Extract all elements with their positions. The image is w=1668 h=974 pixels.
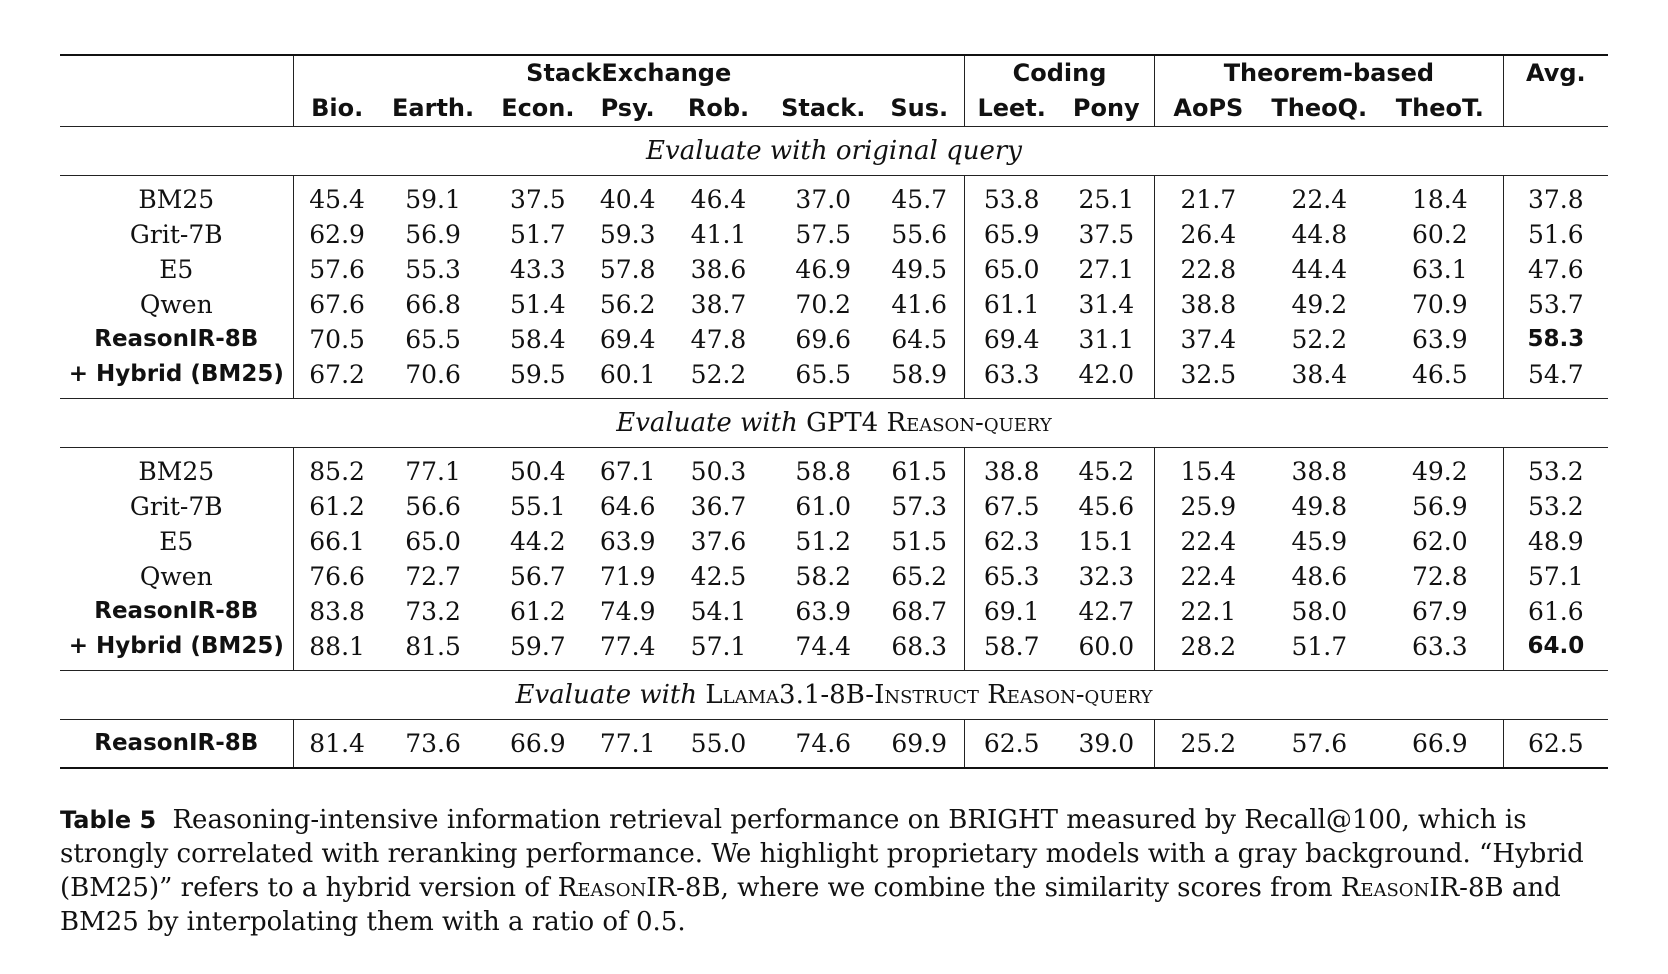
value-cell: 56.6 — [405, 492, 461, 521]
value-cell: 45.6 — [1078, 492, 1135, 521]
value-cell: 44.4 — [1291, 255, 1348, 284]
table-row — [60, 252, 1608, 287]
value-cell: 63.1 — [1411, 255, 1468, 284]
value-cell: 62.5 — [964, 720, 1058, 769]
value-cell: 81.5 — [405, 632, 461, 661]
model-name-cell: Qwen — [139, 290, 213, 319]
value-cell: 49.2 — [1291, 290, 1348, 319]
value-cell: 37.5 — [1078, 220, 1135, 249]
section-title-row — [60, 127, 1608, 176]
value-cell: 42.0 — [1078, 360, 1135, 389]
value-cell: 64.6 — [599, 492, 656, 521]
model-name-cell: E5 — [159, 527, 194, 556]
value-cell: 46.5 — [1411, 360, 1468, 389]
value-cell: 38.8 — [1155, 287, 1262, 322]
column-header-avg-blank — [1503, 91, 1608, 127]
caption-text-1: Reasoning-intensive information retrieval performance on BRIGHT measured by Recall@100, which is strongly correlated with reranking performance. We highlight proprietary models with a gray background. “Hybrid (BM25)” refers to a hybrid version of — [60, 805, 1584, 903]
model-name-cell: Grit-7B — [129, 220, 223, 249]
value-cell: 83.8 — [293, 594, 381, 629]
value-cell: 55.1 — [510, 492, 566, 521]
value-cell: 73.2 — [405, 597, 461, 626]
value-cell: 68.7 — [891, 597, 948, 626]
value-cell: 45.9 — [1291, 527, 1348, 556]
column-header: AoPS — [1155, 91, 1262, 127]
value-cell: 25.9 — [1155, 489, 1262, 524]
value-cell: 38.4 — [1291, 360, 1348, 389]
value-cell: 22.4 — [1155, 524, 1262, 559]
value-cell: 57.8 — [599, 255, 656, 284]
table-row — [60, 322, 1608, 357]
value-cell: 66.8 — [405, 290, 461, 319]
value-cell: 54.1 — [690, 597, 747, 626]
value-cell: 51.2 — [795, 527, 852, 556]
value-cell: 45.2 — [1078, 457, 1135, 486]
table-row — [60, 489, 1608, 524]
model-name-cell: + Hybrid (BM25) — [68, 633, 284, 659]
value-cell: 74.6 — [795, 729, 852, 758]
section-title — [60, 671, 1608, 720]
value-cell: 77.1 — [599, 729, 656, 758]
column-header: TheoQ. — [1271, 94, 1368, 122]
value-cell: 57.6 — [1291, 729, 1348, 758]
value-cell: 62.0 — [1411, 527, 1468, 556]
value-cell: 38.8 — [964, 448, 1058, 490]
table-row — [60, 594, 1608, 629]
value-cell: 62.3 — [964, 524, 1058, 559]
value-cell: 60.2 — [1411, 220, 1468, 249]
value-cell: 66.1 — [293, 524, 381, 559]
avg-cell: 53.2 — [1503, 489, 1608, 524]
value-cell: 45.7 — [891, 185, 948, 214]
value-cell: 31.1 — [1078, 325, 1135, 354]
value-cell: 59.1 — [405, 185, 461, 214]
value-cell: 72.8 — [1411, 562, 1468, 591]
value-cell: 61.5 — [891, 457, 948, 486]
model-name-cell: BM25 — [138, 457, 215, 486]
model-name-cell: Grit-7B — [129, 492, 223, 521]
value-cell: 63.9 — [599, 527, 656, 556]
value-cell: 22.4 — [1155, 559, 1262, 594]
value-cell: 32.3 — [1078, 562, 1135, 591]
value-cell: 60.1 — [599, 360, 656, 389]
value-cell: 74.9 — [599, 597, 656, 626]
caption-model-name-1: ReasonIR-8B — [557, 873, 721, 903]
value-cell: 65.9 — [964, 217, 1058, 252]
section-title-italic: Evaluate with — [616, 408, 798, 438]
value-cell: 69.4 — [599, 325, 656, 354]
section-title-caps: GPT4 Reason-query — [806, 408, 1052, 438]
table-row — [60, 217, 1608, 252]
group-header-row — [60, 55, 1608, 91]
value-cell: 38.6 — [690, 255, 747, 284]
avg-cell: 53.7 — [1503, 287, 1608, 322]
caption-label: Table 5 — [60, 806, 157, 834]
value-cell: 59.5 — [510, 360, 566, 389]
value-cell: 26.4 — [1155, 217, 1262, 252]
value-cell: 56.7 — [510, 562, 566, 591]
model-name-cell: E5 — [159, 255, 194, 284]
table-row — [60, 357, 1608, 399]
value-cell: 40.4 — [599, 185, 656, 214]
paper-page — [60, 54, 1608, 939]
table-caption — [60, 803, 1608, 939]
value-cell: 60.0 — [1078, 632, 1135, 661]
section-title-italic: Evaluate with original query — [646, 136, 1022, 166]
column-header: Pony — [1072, 94, 1140, 122]
value-cell: 58.4 — [510, 325, 566, 354]
value-cell: 44.2 — [510, 527, 566, 556]
value-cell: 59.7 — [510, 632, 566, 661]
avg-cell: 37.8 — [1503, 176, 1608, 218]
value-cell: 42.5 — [690, 562, 747, 591]
value-cell: 67.2 — [293, 357, 381, 399]
table-row — [60, 448, 1608, 490]
value-cell: 49.2 — [1411, 457, 1468, 486]
caption-text-2: , where we combine the similarity scores from — [720, 873, 1333, 903]
corner-cell — [60, 55, 293, 91]
value-cell: 57.1 — [690, 632, 747, 661]
value-cell: 22.8 — [1155, 252, 1262, 287]
value-cell: 45.4 — [293, 176, 381, 218]
value-cell: 55.0 — [690, 729, 747, 758]
avg-cell: 47.6 — [1503, 252, 1608, 287]
value-cell: 27.1 — [1078, 255, 1135, 284]
section-title-italic: Evaluate with — [515, 680, 698, 710]
value-cell: 65.3 — [964, 559, 1058, 594]
caption-model-name-2: ReasonIR-8B — [1340, 873, 1504, 903]
value-cell: 61.2 — [510, 597, 566, 626]
value-cell: 41.1 — [690, 220, 747, 249]
value-cell: 37.5 — [510, 185, 566, 214]
results-table — [60, 54, 1608, 769]
value-cell: 52.2 — [1291, 325, 1348, 354]
group-header-stackexchange: StackExchange — [293, 55, 964, 91]
value-cell: 59.3 — [599, 220, 656, 249]
column-header: Earth. — [392, 94, 475, 122]
value-cell: 58.2 — [795, 562, 852, 591]
value-cell: 50.4 — [510, 457, 566, 486]
value-cell: 64.5 — [891, 325, 948, 354]
value-cell: 85.2 — [293, 448, 381, 490]
value-cell: 25.1 — [1078, 185, 1135, 214]
value-cell: 62.9 — [293, 217, 381, 252]
section-title — [60, 127, 1608, 176]
value-cell: 65.5 — [795, 360, 852, 389]
table-row — [60, 176, 1608, 218]
value-cell: 50.3 — [690, 457, 747, 486]
column-header: Econ. — [501, 94, 575, 122]
value-cell: 69.4 — [964, 322, 1058, 357]
avg-cell: 54.7 — [1503, 357, 1608, 399]
value-cell: 21.7 — [1155, 176, 1262, 218]
value-cell: 15.4 — [1155, 448, 1262, 490]
value-cell: 31.4 — [1078, 290, 1135, 319]
table-row — [60, 287, 1608, 322]
avg-cell: 64.0 — [1503, 629, 1608, 671]
column-header: Stack. — [781, 94, 866, 122]
value-cell: 67.5 — [964, 489, 1058, 524]
column-header: Psy. — [600, 94, 655, 122]
value-cell: 77.4 — [599, 632, 656, 661]
value-cell: 15.1 — [1078, 527, 1135, 556]
value-cell: 63.3 — [964, 357, 1058, 399]
model-name-cell: ReasonIR-8B — [94, 598, 259, 624]
group-header-avg: Avg. — [1503, 55, 1608, 91]
value-cell: 55.6 — [891, 220, 948, 249]
value-cell: 68.3 — [891, 632, 948, 661]
value-cell: 70.2 — [795, 290, 852, 319]
column-header: Bio. — [293, 91, 381, 127]
value-cell: 53.8 — [964, 176, 1058, 218]
value-cell: 44.8 — [1291, 220, 1348, 249]
value-cell: 56.9 — [1411, 492, 1468, 521]
value-cell: 67.1 — [599, 457, 656, 486]
value-cell: 25.2 — [1155, 720, 1262, 769]
value-cell: 61.0 — [795, 492, 852, 521]
model-name-cell: + Hybrid (BM25) — [68, 361, 284, 387]
value-cell: 38.7 — [690, 290, 747, 319]
value-cell: 49.5 — [891, 255, 948, 284]
value-cell: 38.8 — [1291, 457, 1348, 486]
value-cell: 65.0 — [964, 252, 1058, 287]
model-name-cell: ReasonIR-8B — [94, 730, 259, 756]
value-cell: 56.9 — [405, 220, 461, 249]
value-cell: 39.0 — [1078, 729, 1135, 758]
avg-cell: 53.2 — [1503, 448, 1608, 490]
group-header-theorem: Theorem-based — [1155, 55, 1504, 91]
value-cell: 42.7 — [1078, 597, 1135, 626]
value-cell: 58.7 — [964, 629, 1058, 671]
section-title-caps: Llama3.1-8B-Instruct Reason-query — [705, 680, 1153, 710]
table-row — [60, 720, 1608, 769]
corner-cell — [60, 91, 293, 127]
column-header: Sus. — [890, 94, 949, 122]
model-name-cell: BM25 — [138, 185, 215, 214]
value-cell: 41.6 — [891, 290, 948, 319]
value-cell: 74.4 — [795, 632, 852, 661]
value-cell: 57.5 — [795, 220, 852, 249]
table-row — [60, 629, 1608, 671]
value-cell: 61.2 — [293, 489, 381, 524]
value-cell: 46.9 — [795, 255, 852, 284]
value-cell: 18.4 — [1411, 185, 1468, 214]
value-cell: 51.4 — [510, 290, 566, 319]
value-cell: 63.9 — [1411, 325, 1468, 354]
value-cell: 49.8 — [1291, 492, 1348, 521]
avg-cell: 61.6 — [1503, 594, 1608, 629]
value-cell: 57.3 — [891, 492, 948, 521]
value-cell: 51.7 — [510, 220, 566, 249]
column-header: TheoT. — [1395, 94, 1484, 122]
column-header-row — [60, 91, 1608, 127]
value-cell: 69.1 — [964, 594, 1058, 629]
value-cell: 57.6 — [293, 252, 381, 287]
value-cell: 73.6 — [405, 729, 461, 758]
value-cell: 77.1 — [405, 457, 461, 486]
value-cell: 88.1 — [293, 629, 381, 671]
section-title-row — [60, 399, 1608, 448]
avg-cell: 62.5 — [1503, 720, 1608, 769]
model-name-cell: Qwen — [139, 562, 213, 591]
value-cell: 32.5 — [1155, 357, 1262, 399]
value-cell: 76.6 — [293, 559, 381, 594]
value-cell: 36.7 — [690, 492, 747, 521]
value-cell: 51.7 — [1291, 632, 1348, 661]
value-cell: 65.0 — [405, 527, 461, 556]
group-header-coding: Coding — [964, 55, 1154, 91]
value-cell: 63.9 — [795, 597, 852, 626]
value-cell: 52.2 — [690, 360, 747, 389]
column-header: Leet. — [964, 91, 1058, 127]
value-cell: 22.4 — [1291, 185, 1348, 214]
avg-cell: 51.6 — [1503, 217, 1608, 252]
value-cell: 37.4 — [1155, 322, 1262, 357]
value-cell: 51.5 — [891, 527, 948, 556]
table-row — [60, 524, 1608, 559]
value-cell: 72.7 — [405, 562, 461, 591]
value-cell: 58.0 — [1291, 597, 1348, 626]
value-cell: 66.9 — [1411, 729, 1468, 758]
value-cell: 70.9 — [1411, 290, 1468, 319]
value-cell: 71.9 — [599, 562, 656, 591]
avg-cell: 58.3 — [1503, 322, 1608, 357]
value-cell: 28.2 — [1155, 629, 1262, 671]
value-cell: 58.9 — [891, 360, 948, 389]
section-title-row — [60, 671, 1608, 720]
value-cell: 67.9 — [1411, 597, 1468, 626]
value-cell: 69.6 — [795, 325, 852, 354]
caption-text-3: and BM25 by interpolating them with a ratio of 0.5. — [60, 873, 1561, 937]
value-cell: 67.6 — [293, 287, 381, 322]
value-cell: 43.3 — [510, 255, 566, 284]
avg-cell: 57.1 — [1503, 559, 1608, 594]
value-cell: 56.2 — [599, 290, 656, 319]
section-title — [60, 399, 1608, 448]
value-cell: 55.3 — [405, 255, 461, 284]
value-cell: 58.8 — [795, 457, 852, 486]
value-cell: 70.5 — [293, 322, 381, 357]
table-row — [60, 559, 1608, 594]
value-cell: 65.2 — [891, 562, 948, 591]
value-cell: 37.0 — [795, 185, 852, 214]
value-cell: 65.5 — [405, 325, 461, 354]
value-cell: 22.1 — [1155, 594, 1262, 629]
value-cell: 66.9 — [510, 729, 566, 758]
value-cell: 48.6 — [1291, 562, 1348, 591]
value-cell: 81.4 — [293, 720, 381, 769]
value-cell: 46.4 — [690, 185, 747, 214]
value-cell: 47.8 — [690, 325, 747, 354]
value-cell: 37.6 — [690, 527, 747, 556]
value-cell: 69.9 — [891, 729, 948, 758]
value-cell: 63.3 — [1411, 632, 1468, 661]
column-header: Rob. — [687, 94, 750, 122]
avg-cell: 48.9 — [1503, 524, 1608, 559]
value-cell: 70.6 — [405, 360, 461, 389]
value-cell: 61.1 — [964, 287, 1058, 322]
model-name-cell: ReasonIR-8B — [94, 326, 259, 352]
